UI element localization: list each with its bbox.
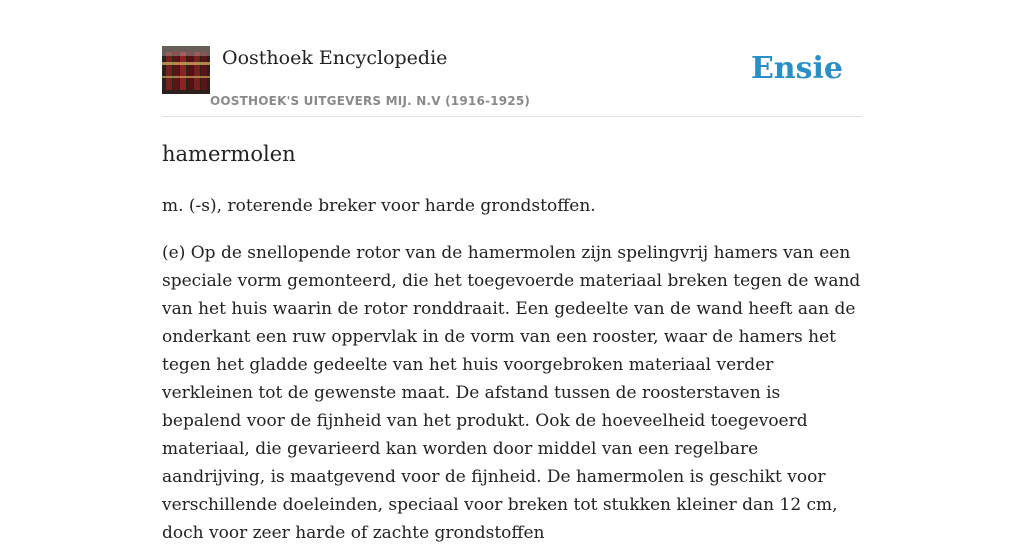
ensie-logo[interactable]: Ensie [750, 51, 843, 86]
article-definition: m. (-s), roterende breker voor harde grondstoffen. [162, 196, 596, 216]
source-name[interactable]: Oosthoek Encyclopedie [222, 47, 448, 69]
article [162, 140, 862, 547]
article-body: (e) Op de snellopende rotor van de hamermolen zijn spelingvrij hamers van een speciale vorm gemonteerd, die het toegevoerde materiaal breken tegen de wand van het huis waarin de rotor ronddraait. Een gedeelte van de wand heeft aan de onderkant een ruw oppervlak in de vorm van een rooster, waar de hamers het tegen het gladde gedeelte van het huis voorgebroken materiaal verder verkleinen tot de gewenste maat. De afstand tussen de roosterstaven is bepalend voor de fijnheid van het produkt. Ook de hoeveelheid toegevoerd materiaal, die gevarieerd kan worden door middel van een regelbare aandrijving, is maatgevend voor de fijnheid. De hamermolen is geschikt voor verschillende doeleinden, speciaal voor breken tot stukken kleiner dan 12 cm, doch voor zeer harde of zachte grondstoffen [162, 243, 861, 543]
encyclopedia-books-icon[interactable] [162, 46, 210, 94]
source-header [162, 46, 862, 117]
source-subtitle: OOSTHOEK'S UITGEVERS MIJ. N.V (1916-1925) [210, 94, 531, 108]
article-title: hamermolen [162, 142, 296, 166]
